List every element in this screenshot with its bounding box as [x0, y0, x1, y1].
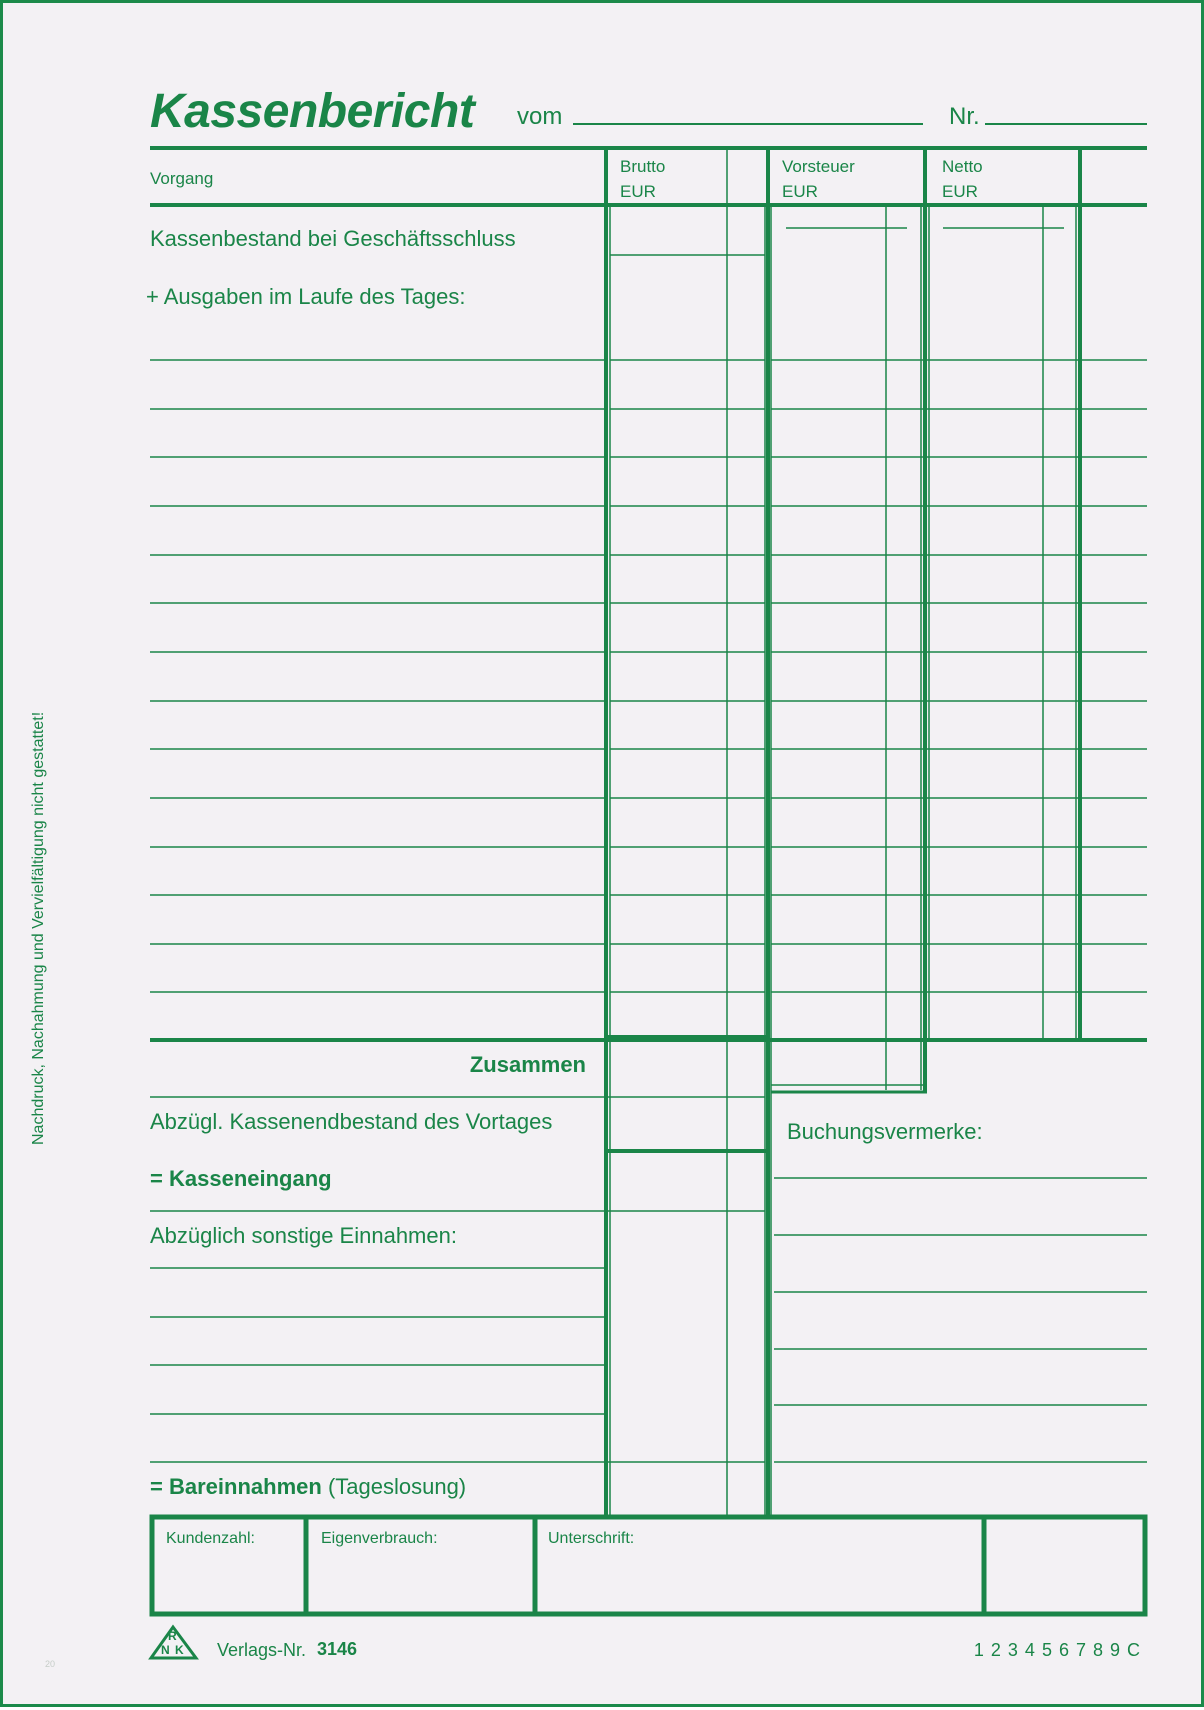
print-codes: 1 2 3 4 5 6 7 8 9 C: [973, 1640, 1141, 1660]
corner-mark: 20: [45, 1659, 56, 1669]
row-label-sonstige-einnahmen: Abzüglich sonstige Einnahmen:: [150, 1223, 457, 1248]
column-header-vorgang: Vorgang: [150, 169, 214, 188]
form-grid-lines: [3, 3, 1204, 1710]
kundenzahl-label: Kundenzahl:: [166, 1530, 255, 1547]
bareinnahmen-suffix: (Tageslosung): [327, 1474, 467, 1499]
row-label-bareinnahmen: [150, 1476, 466, 1498]
column-unit-netto: EUR: [942, 182, 978, 201]
column-unit-brutto: EUR: [620, 182, 656, 201]
row-label-ausgaben: + Ausgaben im Laufe des Tages:: [146, 284, 466, 309]
verlag-number: 3146: [317, 1639, 358, 1659]
row-label-kassenbestand: Kassenbestand bei Geschäftsschluss: [150, 226, 516, 251]
row-label-abzueglich-vortag: Abzügl. Kassenendbestand des Vortages: [150, 1109, 553, 1134]
copyright-side-note: Nachdruck, Nachahmung und Vervielfältigung nicht gestattet!: [30, 711, 47, 1145]
kasseneingang-text: Kasseneingang: [168, 1166, 332, 1191]
unterschrift-field[interactable]: [538, 1520, 981, 1611]
bareinnahmen-text: Bareinnahmen: [168, 1474, 322, 1499]
column-header-vorsteuer: Vorsteuer: [782, 157, 855, 176]
row-label-kasseneingang: [150, 1168, 332, 1190]
vom-label: vom: [517, 103, 563, 130]
nr-field[interactable]: [985, 98, 1147, 124]
column-header-netto: Netto: [942, 157, 983, 176]
equals-sign: =: [150, 1474, 163, 1499]
logo-letter-k: K: [175, 1643, 184, 1657]
unterschrift-label: Unterschrift:: [548, 1530, 635, 1547]
eigenverbrauch-field[interactable]: [309, 1520, 532, 1611]
buchungsvermerke-label: Buchungsvermerke:: [787, 1119, 983, 1144]
column-header-brutto: Brutto: [620, 157, 666, 176]
logo-letter-r: R: [168, 1629, 177, 1643]
column-unit-vorsteuer: EUR: [782, 182, 818, 201]
form-title: Kassenbericht: [150, 85, 475, 138]
equals-sign: =: [150, 1166, 163, 1191]
kundenzahl-field[interactable]: [155, 1520, 303, 1611]
eigenverbrauch-label: Eigenverbrauch:: [321, 1530, 438, 1547]
logo-letter-n: N: [161, 1643, 170, 1657]
vom-date-field[interactable]: [573, 98, 923, 124]
nr-label: Nr.: [949, 103, 980, 130]
row-label-zusammen: Zusammen: [469, 1052, 586, 1077]
verlag-label: Verlags-Nr.: [217, 1640, 307, 1660]
